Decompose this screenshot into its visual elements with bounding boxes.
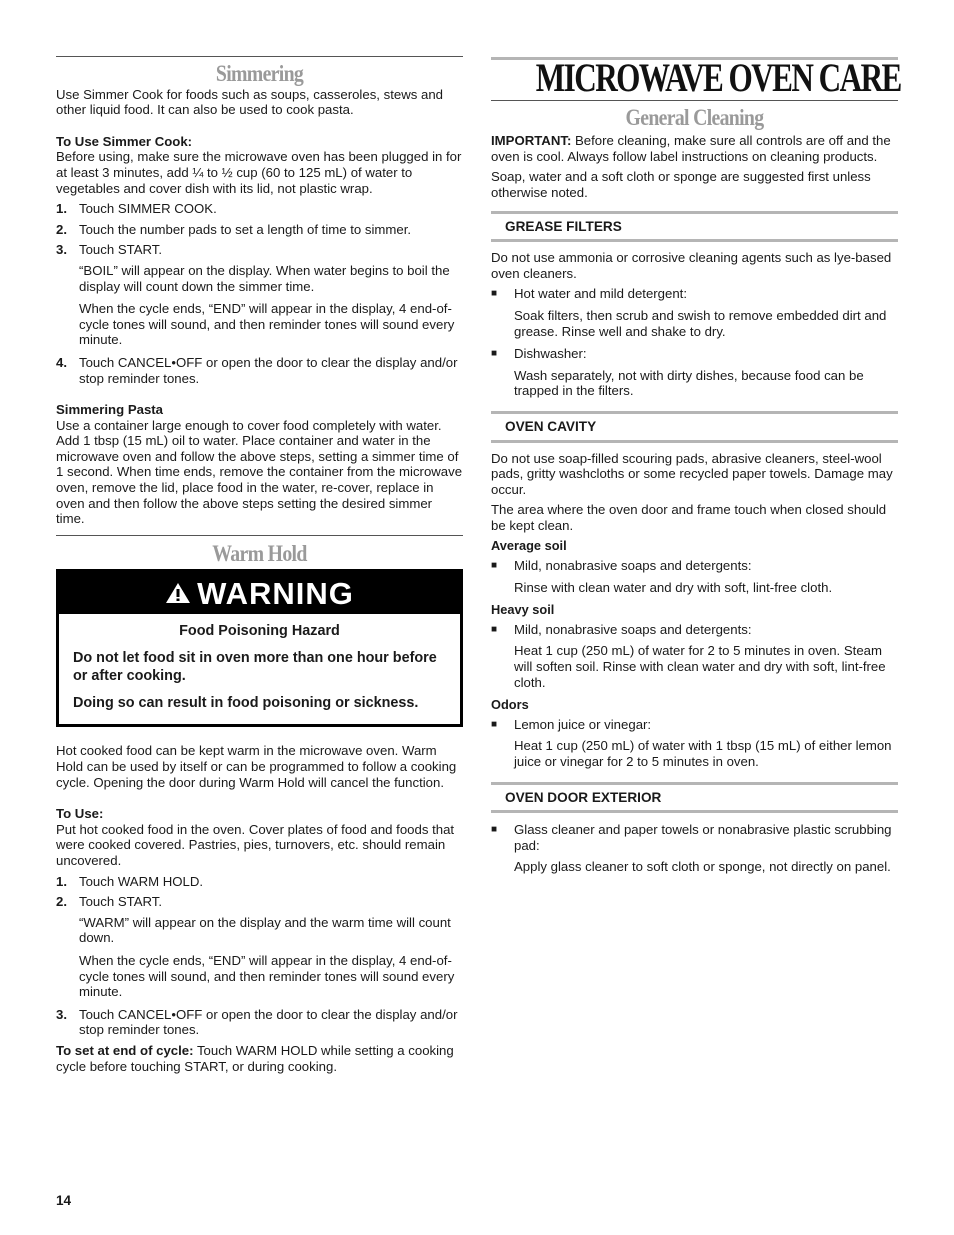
simmer-step-3: [56, 242, 463, 258]
section-divider: [56, 535, 463, 536]
bullet-note: Rinse with clean water and dry with soft, lint-free cloth.: [514, 579, 833, 595]
section-divider: [56, 56, 463, 57]
warning-box: [56, 569, 463, 727]
step-note: “WARM” will appear on the display and the warm time will count down.: [79, 914, 451, 946]
simmer-step-4: [56, 355, 463, 386]
cavity-paragraph-1: Do not use soap-filled scouring pads, abrasive cleaners, steel-wool pads, gritty washcloths or some recycled paper towels. Damage may occur.: [491, 450, 893, 497]
page-title: MICROWAVE OVEN CARE: [535, 55, 901, 100]
bullet-text: Mild, nonabrasive soaps and detergents:: [514, 558, 752, 574]
step-number: 3.: [56, 1006, 67, 1022]
heavy-soil-heading: Heavy soil: [491, 602, 555, 618]
bullet-note: Heat 1 cup (250 mL) of water with 1 tbsp (15 mL) of either lemon juice or vinegar for 2 to 5 minutes in oven.: [514, 738, 892, 769]
square-bullet-icon: ■: [491, 623, 498, 635]
bullet-item: [491, 717, 898, 733]
step-number: 2.: [56, 894, 67, 910]
step-number: 3.: [56, 242, 67, 258]
square-bullet-icon: ■: [491, 718, 498, 730]
square-bullet-icon: ■: [491, 288, 498, 300]
bullet-item: [491, 822, 898, 853]
simmer-step-2: [56, 222, 463, 238]
warm-hold-title: Warm Hold: [212, 540, 307, 566]
odors-heading: Odors: [491, 697, 529, 713]
square-bullet-icon: ■: [491, 560, 498, 572]
simmering-intro: Use Simmer Cook for foods such as soups, casseroles, stews and other liquid food. It can also be used to cook pasta.: [56, 86, 443, 118]
important-label: IMPORTANT:: [491, 133, 572, 149]
warning-line-1: Do not let food sit in oven more than one hour before or after cooking.: [73, 649, 437, 685]
step-note: “BOIL” will appear on the display. When water begins to boil the display will count down the simmer time.: [79, 262, 450, 294]
step-note: When the cycle ends, “END” will appear in the display, 4 end-of-cycle tones will sound, and then reminder tones will sound every minute.: [79, 952, 455, 1000]
step-text: Touch CANCEL•OFF or open the door to clear the display and/or stop reminder tones.: [79, 354, 458, 386]
square-bullet-icon: ■: [491, 824, 498, 836]
page-number: 14: [56, 1193, 72, 1208]
grease-intro: Do not use ammonia or corrosive cleaning agents such as lye-based oven cleaners.: [491, 250, 892, 281]
end-of-cycle-label: To set at end of cycle:: [56, 1042, 194, 1058]
warm-step-3: [56, 1007, 463, 1038]
warning-header: [59, 572, 460, 614]
simmer-to-use-heading: To Use Simmer Cook:: [56, 133, 193, 149]
bullet-text: Mild, nonabrasive soaps and detergents:: [514, 621, 752, 637]
simmering-title: Simmering: [215, 61, 304, 86]
bullet-item: [491, 346, 898, 362]
warm-to-use-heading: To Use:: [56, 806, 104, 822]
step-number: 2.: [56, 221, 67, 237]
oven-door-exterior-heading: OVEN DOOR EXTERIOR: [491, 782, 898, 814]
step-number: 4.: [56, 354, 67, 370]
end-of-cycle-note: [56, 1043, 463, 1074]
warm-to-use-text: Put hot cooked food in the oven. Cover plates of food and foods that were cooked covered. Pastries, pies, turnovers, etc. should remain uncovered.: [56, 821, 455, 868]
warm-hold-intro: Hot cooked food can be kept warm in the microwave oven. Warm Hold can be used by itself or can be programmed to follow a cooking cycle. Opening the door during Warm Hold will cancel the function.: [56, 743, 457, 790]
warning-label: WARNING: [197, 575, 354, 611]
step-text: Touch START.: [79, 242, 163, 258]
bullet-item: [491, 558, 898, 574]
left-column: [56, 56, 463, 1079]
warm-step-2: [56, 894, 463, 910]
bullet-note: Heat 1 cup (250 mL) of water for 2 to 5 minutes in oven. Steam will soften soil. Rinse with clean water and dry with soft, lint-free cloth.: [514, 643, 886, 690]
soap-note: Soap, water and a soft cloth or sponge are suggested first unless otherwise noted.: [491, 169, 871, 200]
bullet-item: [491, 286, 898, 302]
cavity-paragraph-2: The area where the oven door and frame touch when closed should be kept clean.: [491, 502, 887, 533]
general-cleaning-title: General Cleaning: [625, 104, 764, 130]
step-text: Touch WARM HOLD.: [79, 873, 204, 889]
oven-cavity-heading: OVEN CAVITY: [491, 411, 898, 443]
simmering-pasta-text: Use a container large enough to cover food completely with water. Add 1 tbsp (15 mL) oil to water. Place container and water in the microwave oven and follow the above steps, setting a simmer time of 1 second. When time ends, remove the container from the microwave oven, remove the lid, place food in the water, re-cover, replace in oven and then follow the above steps setting the desired simmer time.: [56, 417, 463, 527]
simmering-pasta-heading: Simmering Pasta: [56, 402, 164, 418]
step-text: Touch START.: [79, 894, 163, 910]
bullet-text: Lemon juice or vinegar:: [514, 716, 652, 732]
important-text: Before cleaning, make sure all controls are off and the oven is cool. Always follow label instructions on cleaning products.: [491, 133, 891, 164]
step-text: Touch SIMMER COOK.: [79, 201, 217, 217]
bullet-note: Soak filters, then scrub and swish to remove embedded dirt and grease. Rinse well and shake to dry.: [514, 307, 887, 339]
average-soil-heading: Average soil: [491, 538, 567, 554]
simmer-step-1: [56, 201, 463, 217]
step-note: When the cycle ends, “END” will appear in the display, 4 end-of-cycle tones will sound, and then reminder tones will sound every minute.: [79, 301, 455, 348]
warning-triangle-icon: [165, 581, 191, 605]
bullet-text: Dishwasher:: [514, 346, 587, 362]
warning-hazard: Food Poisoning Hazard: [179, 623, 340, 640]
warm-step-1: [56, 874, 463, 890]
step-text: Touch CANCEL•OFF or open the door to clear the display and/or stop reminder tones.: [79, 1006, 458, 1038]
grease-filters-heading: GREASE FILTERS: [491, 211, 898, 243]
important-note: [491, 133, 898, 164]
square-bullet-icon: ■: [491, 348, 498, 360]
bullet-note: Apply glass cleaner to soft cloth or sponge, not directly on panel.: [514, 859, 891, 875]
simmer-to-use-text: Before using, make sure the microwave oven has been plugged in for at least 3 minutes, add ¼ to ½ cup (60 to 125 mL) of water to vegetables and cover dish with its lid, not plastic wrap.: [56, 149, 462, 196]
step-number: 1.: [56, 201, 67, 217]
bullet-text: Hot water and mild detergent:: [514, 286, 687, 302]
right-column: [491, 55, 901, 882]
end-of-cycle-text: Touch WARM HOLD while setting a cooking cycle before touching START, or during cooking.: [56, 1042, 454, 1074]
bullet-item: [491, 622, 898, 638]
warning-body: [59, 614, 460, 724]
step-number: 1.: [56, 873, 67, 889]
bullet-note: Wash separately, not with dirty dishes, because food can be trapped in the filters.: [514, 367, 864, 399]
bullet-text: Glass cleaner and paper towels or nonabrasive plastic scrubbing pad:: [514, 822, 892, 853]
step-text: Touch the number pads to set a length of time to simmer.: [79, 221, 412, 237]
warning-line-2: Doing so can result in food poisoning or sickness.: [73, 694, 419, 711]
